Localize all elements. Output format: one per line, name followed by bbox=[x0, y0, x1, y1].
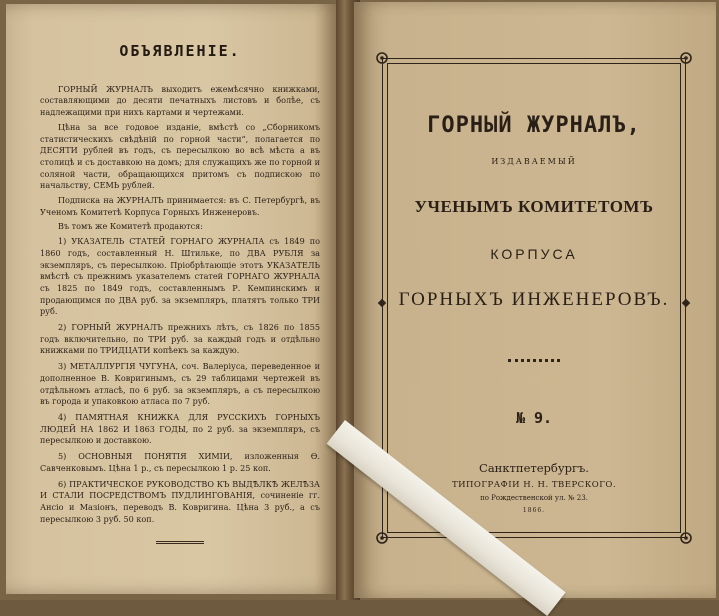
sales-list-item: 4) ПАМЯТНАЯ КНИЖКА ДЛЯ РУССКИХЪ ГОРНЫХЪ ЛЮДЕЙ НА 1862 И 1863 ГОДЫ, по 2 руб. за экземпляръ, съ пересылкою и доставкою. bbox=[40, 411, 320, 446]
announcement-paragraph: ГОРНЫЙ ЖУРНАЛЪ выходитъ ежемѣсячно книжками, составляющими до десяти печатныхъ листовъ и болѣе, съ надлежащими при нихъ картами и чертежами. bbox=[40, 83, 320, 118]
imprint-street: по Рождественской ул. № 23. bbox=[480, 494, 588, 502]
imprint-year: 1866. bbox=[522, 507, 546, 514]
sales-list-item: 3) МЕТАЛЛУРГIЯ ЧУГУНА, соч. Валерiуса, переведенное и дополненное В. Ковригинымъ, съ 29 таблицами чертежей въ отдѣльномъ атласѣ, по 6 руб. за экземпляръ, а съ пересылкою въ города и упаковкою атласа по 7 руб. bbox=[40, 361, 320, 407]
sales-list-item: 1) УКАЗАТЕЛЬ СТАТЕЙ ГОРНАГО ЖУРНАЛА съ 1849 по 1860 годъ, составленный Н. Штильке, по ДВА РУБЛЯ за экземпляръ, съ пересылкою. Прiобрѣтающiе этотъ УКАЗАТЕЛЬ вмѣстѣ съ прежнимъ указателемъ статей ГОРНАГО ЖУРНАЛА съ 1825 по 1849 годъ, составленнымъ Р. Кемпинскимъ и продающимся по ДВА руб. за экземпляръ, платятъ только ТРИ руб. bbox=[40, 236, 320, 317]
journal-title: ГОРНЫЙ ЖУРНАЛЪ, bbox=[427, 113, 641, 138]
left-page bbox=[6, 4, 341, 594]
sales-list-intro: Въ томъ же Комитетѣ продаются: bbox=[58, 221, 204, 232]
corner-ornament-icon bbox=[678, 50, 694, 66]
ornamental-frame bbox=[382, 58, 686, 538]
corps-name: КОРПУСА bbox=[490, 246, 578, 262]
publisher-intro: ИЗДАВАЕМЫЙ bbox=[491, 157, 577, 166]
title-page bbox=[354, 2, 716, 598]
sales-list-item: 6) ПРАКТИЧЕСКОЕ РУКОВОДСТВО КЪ ВЫДѢЛКѢ ЖЕЛѢЗА И СТАЛИ ПОСРЕДСТВОМЪ ПУДЛИНГОВАНIЯ, сочиненiе гг. Ансiо и Мазіонъ, переводъ В. Ковригина. Цѣна 3 руб., а съ пересылкою 3 руб. 50 коп. bbox=[40, 478, 320, 524]
imprint-printer: ТИПОГРАФIИ Н. Н. ТВЕРСКОГО. bbox=[451, 480, 617, 490]
announcement bbox=[40, 42, 320, 544]
decorative-rule bbox=[508, 359, 560, 362]
issue-number: № 9. bbox=[515, 409, 553, 427]
corner-ornament-icon bbox=[374, 530, 390, 546]
sales-list-item: 5) ОСНОВНЫЯ ПОНЯТIЯ ХИМIИ, изложенныя Ө. Савченковымъ. Цѣна 1 р., съ пересылкою 1 р. 25 коп. bbox=[40, 451, 320, 473]
corner-ornament-icon bbox=[374, 50, 390, 66]
closing-rule bbox=[156, 541, 204, 544]
announcement-title: ОБЪЯВЛЕНIЕ. bbox=[119, 42, 241, 60]
announcement-paragraph: Цѣна за все годовое изданiе, вмѣстѣ со „Сборникомъ статистическихъ свѣдѣнiй по горной части“, полагается по ДЕСЯТИ рублей въ годъ, съ пересылкою во всѣ мѣста а въ столицѣ и съ доставкою на домъ; для служащихъ же по горной и соляной части, обращающихся притомъ съ подпискою по начальству, СЕМЬ рублей. bbox=[40, 121, 320, 191]
corner-ornament-icon bbox=[678, 530, 694, 546]
announcement-paragraph: Подписка на ЖУРНАЛЪ принимается: въ С. Петербургѣ, въ Ученомъ Комитетѣ Корпуса Горныхъ Инженеровъ. bbox=[40, 195, 320, 217]
imprint-city: Санктпетербургъ. bbox=[479, 461, 589, 475]
committee-name: УЧЕНЫМЪ КОМИТЕТОМЪ bbox=[414, 197, 654, 216]
sales-list-item: 2) ГОРНЫЙ ЖУРНАЛЪ прежнихъ лѣтъ, съ 1826 по 1855 годъ включительно, по ТРИ руб. за каждый годъ и отдѣльно книжками по ТРИДЦАТИ копѣекъ за каждую. bbox=[40, 322, 320, 356]
engineers-name: ГОРНЫХЪ ИНЖЕНЕРОВЪ. bbox=[398, 289, 670, 310]
